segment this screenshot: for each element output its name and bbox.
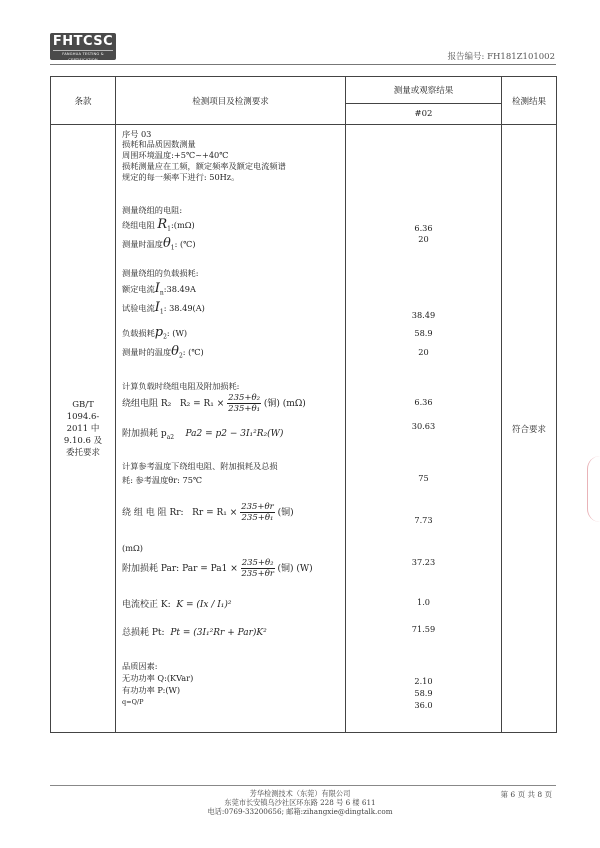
- r2-formula: 绕组电阻 R₂ R₂ = R₁ × $\frac{\text{235+θ₂}}{\text{235+θ₁}}$ (铜) (mΩ): [122, 393, 306, 414]
- result-load-loss: 58.9: [414, 328, 433, 338]
- par-formula: 附加损耗 Par: Par = Pa1 × $\frac{\text{235+θ₂}}{235+\theta r}$ (铜) (W): [122, 558, 313, 579]
- k-formula: 电流校正 K: K = (Ix / I₁)²: [122, 600, 232, 610]
- result-t2: 20: [418, 347, 429, 357]
- col-header-verdict: 检测结果: [502, 77, 557, 125]
- pt-formula: 总损耗 Pt: Pt = (3I₁²Rr + Par)K²: [122, 628, 267, 638]
- clause-line: 委托要求: [65, 447, 100, 458]
- result-ref-temp: 75: [418, 473, 429, 483]
- header-divider: [50, 64, 556, 65]
- result-r2: 6.36: [414, 397, 433, 407]
- result-pt: 71.59: [411, 624, 436, 634]
- pa2-formula: 附加损耗 $p_{a2}$ Pa2 = p2 − 3I₁²R₂(W): [122, 429, 284, 441]
- calc-heading: 计算负载时绕组电阻及附加损耗:: [122, 381, 240, 391]
- footer-contact: 电话:0769-33200656; 邮箱:zihangxie@dingtalk.com: [207, 807, 393, 816]
- report-number: 报告编号: FH181Z101002: [447, 52, 555, 62]
- col-header-sample: #02: [346, 104, 502, 125]
- clause-line: GB/T: [72, 399, 94, 410]
- footer-divider: [50, 785, 556, 786]
- result-p: 58.9: [414, 688, 433, 698]
- col-header-result: 测量或观察结果: [346, 77, 502, 104]
- test-title: 损耗和品质因数测量: [122, 139, 196, 149]
- footer-company: 芳华检测技术（东莞）有限公司: [249, 789, 351, 798]
- load-loss-label: 负载损耗$p_2$: (W): [122, 325, 188, 341]
- rated-current-label: 额定电流$I_n:38.49A$: [122, 281, 196, 297]
- reactive-power-label: 无功功率 Q:(KVar): [122, 673, 194, 683]
- result-pa2: 30.63: [411, 421, 436, 431]
- result-t1: 20: [418, 234, 429, 244]
- logo-text: FHTCSC: [52, 34, 114, 49]
- condition-line: 周围环境温度:+5℃~+40℃: [122, 150, 229, 160]
- test-results-table: [50, 76, 557, 733]
- footer-address: 东莞市长安镇乌沙社区环东路 228 号 6 楼 611: [224, 798, 376, 807]
- seal-stamp-edge: [587, 456, 600, 522]
- q-ratio-label: q=Q/P: [122, 698, 144, 706]
- t2-label: 测量时的温度$\theta_2$: (℃): [122, 344, 204, 360]
- clause-line: 2011 中: [66, 423, 100, 434]
- ref-temp-heading: 计算参考温度下绕组电阻、附加损耗及总损: [122, 461, 278, 471]
- clause-line: 1094.6-: [66, 411, 100, 422]
- rr-unit: (mΩ): [122, 543, 143, 553]
- condition-line: 规定的每一频率下进行: 50Hz。: [122, 172, 240, 182]
- col-header-item: 检测项目及检测要求: [116, 77, 346, 125]
- results-cell: [346, 125, 502, 733]
- resistance-heading: 测量绕组的电阻:: [122, 205, 183, 215]
- t1-label: 测量时温度$\theta_1$: (℃): [122, 236, 196, 252]
- condition-line: 损耗测量应在工频，额定频率及额定电流频谱: [122, 161, 286, 171]
- items-cell: [116, 125, 346, 733]
- result-q: 2.10: [414, 676, 433, 686]
- seq-label: 序号 03: [122, 129, 152, 139]
- page-number: 第 6 页 共 8 页: [500, 790, 552, 799]
- result-par: 37.23: [411, 557, 436, 567]
- r1-label: 绕组电阻 $R_1:(m\Omega)$: [122, 217, 195, 233]
- logo-subtext: FANGHUA TESTING & CERTIFICATION: [53, 50, 113, 63]
- ref-temp-heading: 耗: 参考温度θr: 75℃: [122, 475, 203, 485]
- result-k: 1.0: [416, 597, 431, 607]
- clause-cell: [51, 125, 116, 733]
- company-logo: [50, 33, 116, 60]
- rr-formula: 绕 组 电 阻 Rr: Rr = R₁ × $\frac{235+\theta r}{\text{235+θ₁}}$ (铜): [122, 502, 294, 523]
- load-loss-heading: 测量绕组的负载损耗:: [122, 268, 199, 278]
- test-current-label: 试验电流$I_1$: 38.49(A): [122, 300, 205, 316]
- clause-line: 9.10.6 及: [63, 435, 103, 446]
- result-qp: 36.0: [414, 700, 433, 710]
- result-r1: 6.36: [414, 223, 433, 233]
- quality-heading: 品质因素:: [122, 661, 158, 671]
- active-power-label: 有功功率 P:(W): [122, 685, 181, 695]
- result-rr: 7.73: [414, 515, 433, 525]
- result-test-current: 38.49: [411, 310, 436, 320]
- col-header-clause: 条款: [51, 77, 116, 125]
- verdict-cell: 符合要求: [502, 125, 557, 733]
